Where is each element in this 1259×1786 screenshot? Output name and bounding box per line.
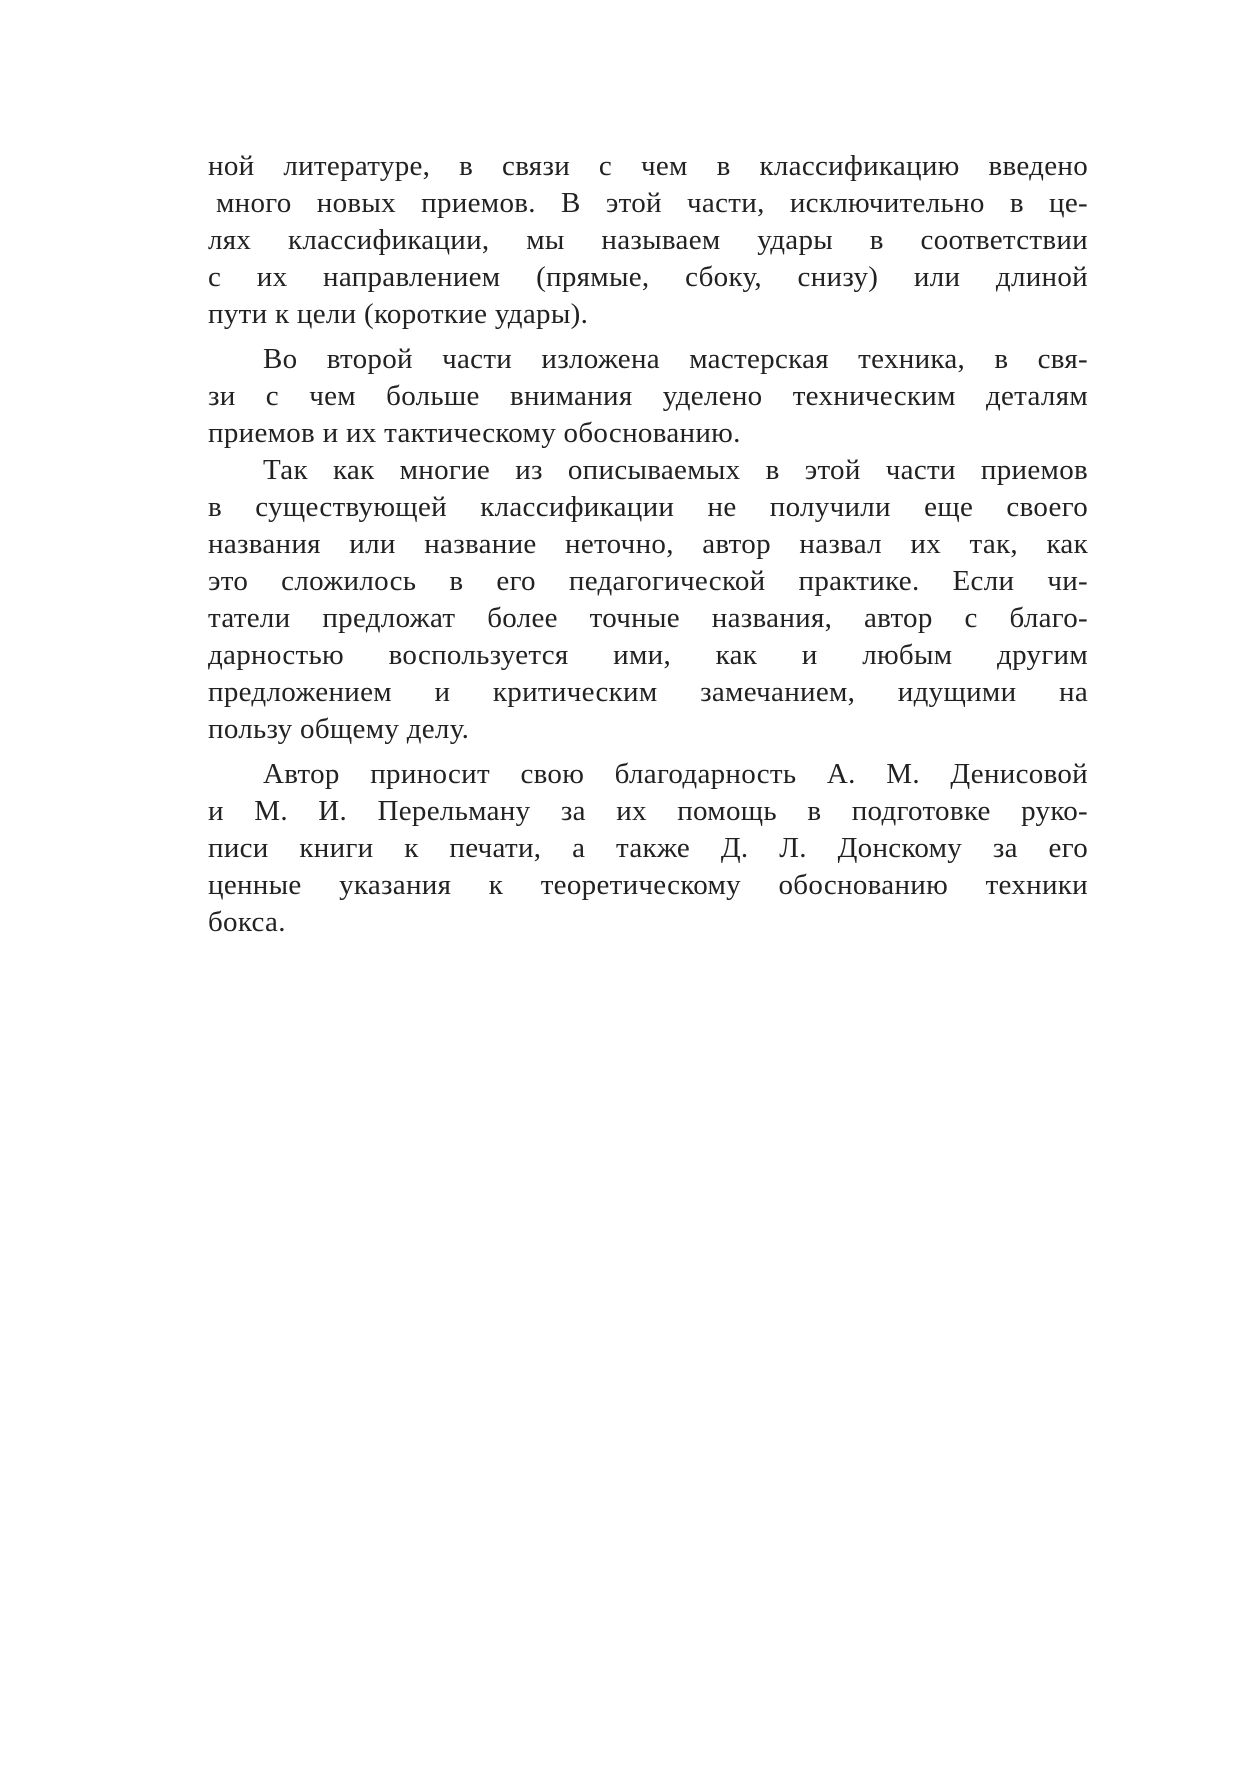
text-line: предложением и критическим замечанием, идущими на [208,676,1088,708]
text-line: дарностью воспользуется ими, как и любым другим [208,639,1088,671]
text-line: названия или название неточно, автор назвал их так, как [208,528,1088,560]
text-line: ной литературе, в связи с чем в классификацию введено [208,150,1088,182]
text-line: татели предложат более точные названия, автор с благо- [208,602,1088,634]
text-line: пользу общему делу. [208,713,470,745]
text-line: в существующей классификации не получили еще своего [208,491,1088,523]
text-line: пути к цели (короткие удары). [208,298,589,330]
text-line: лях классификации, мы называем удары в соответствии [208,224,1088,256]
text-line: Так как многие из описываемых в этой части приемов [263,454,1088,486]
text-line: приемов и их тактическому обоснованию. [208,417,741,449]
text-line: зи с чем больше внимания уделено техническим деталям [208,380,1088,412]
text-line: много новых приемов. В этой части, исключительно в це- [216,187,1088,219]
text-line: и М. И. Перельману за их помощь в подготовке руко- [208,795,1088,827]
text-line: писи книги к печати, а также Д. Л. Донскому за его [208,832,1088,864]
text-line: ценные указания к теоретическому обоснованию техники [208,869,1088,901]
text-line: Автор приносит свою благодарность А. М. Денисовой [263,758,1088,790]
text-line: это сложилось в его педагогической практике. Если чи- [208,565,1088,597]
body-text [208,148,1088,941]
text-line: с их направлением (прямые, сбоку, снизу) или длиной [208,261,1088,293]
text-line: Во второй части изложена мастерская техника, в свя- [263,343,1088,375]
text-line: бокса. [208,906,286,938]
